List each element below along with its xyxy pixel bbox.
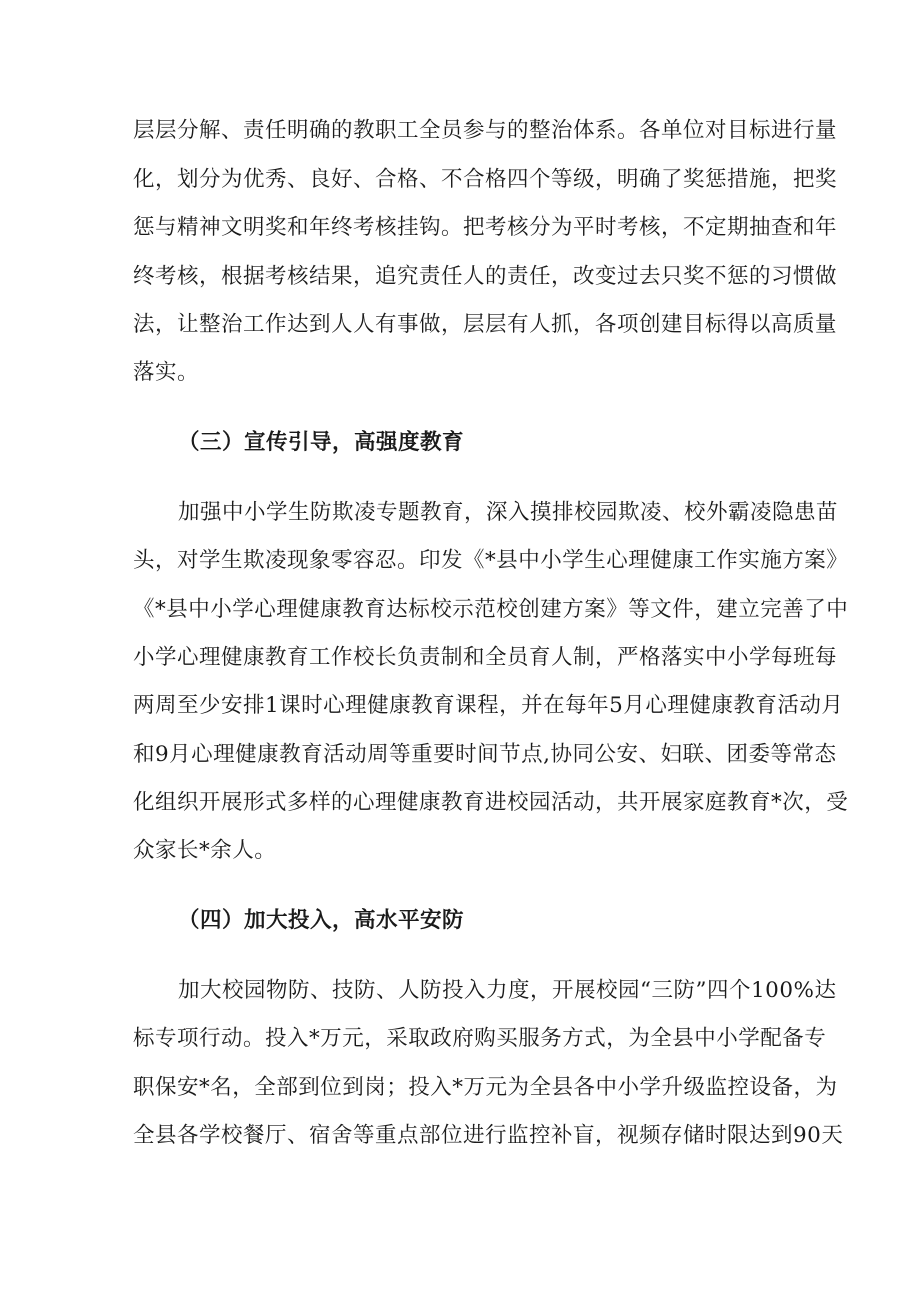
paragraph-line: 终考核，根据考核结果，追究责任人的责任，改变过去只奖不惩的习惯做 bbox=[133, 264, 838, 289]
paragraph-line: 头，对学生欺凌现象零容忍。印发《*县中小学生心理健康工作实施方案》 bbox=[133, 548, 849, 573]
section-heading: （四）加大投入，高水平安防 bbox=[178, 908, 465, 933]
paragraph-line: 全县各学校餐厅、宿舍等重点部位进行监控补盲，视频存储时限达到90天 bbox=[133, 1123, 844, 1148]
paragraph-line: 《*县中小学心理健康教育达标校示范校创建方案》等文件，建立完善了中 bbox=[133, 597, 849, 622]
paragraph-line: 惩与精神文明奖和年终考核挂钩。把考核分为平时考核，不定期抽查和年 bbox=[133, 215, 838, 240]
section-heading: （三）宣传引导，高强度教育 bbox=[178, 430, 465, 455]
paragraph-line: 化，划分为优秀、良好、合格、不合格四个等级，明确了奖惩措施，把奖 bbox=[133, 167, 838, 192]
paragraph-line: 化组织开展形式多样的心理健康教育进校园活动，共开展家庭教育*次，受 bbox=[133, 790, 849, 815]
paragraph-line: 层层分解、责任明确的教职工全员参与的整治体系。各单位对目标进行量 bbox=[133, 118, 838, 143]
paragraph-line: 小学心理健康教育工作校长负责制和全员育人制，严格落实中小学每班每 bbox=[133, 645, 838, 670]
paragraph-line: 职保安*名，全部到位到岗；投入*万元为全县各中小学升级监控设备，为 bbox=[133, 1075, 838, 1100]
paragraph-line: 加大校园物防、技防、人防投入力度，开展校园“三防”四个100%达 bbox=[178, 978, 837, 1003]
paragraph-line: 和9月心理健康教育活动周等重要时间节点,协同公安、妇联、团委等常态 bbox=[133, 742, 837, 767]
paragraph-line: 标专项行动。投入*万元，采取政府购买服务方式，为全县中小学配备专 bbox=[133, 1026, 827, 1051]
paragraph-line: 两周至少安排1课时心理健康教育课程，并在每年5月心理健康教育活动月 bbox=[133, 693, 844, 718]
paragraph-line: 落实。 bbox=[133, 360, 200, 385]
paragraph-line: 众家长*余人。 bbox=[133, 838, 277, 863]
paragraph-line: 法，让整治工作达到人人有事做，层层有人抓，各项创建目标得以高质量 bbox=[133, 312, 838, 337]
paragraph-line: 加强中小学生防欺凌专题教育，深入摸排校园欺凌、校外霸凌隐患苗 bbox=[178, 500, 839, 525]
